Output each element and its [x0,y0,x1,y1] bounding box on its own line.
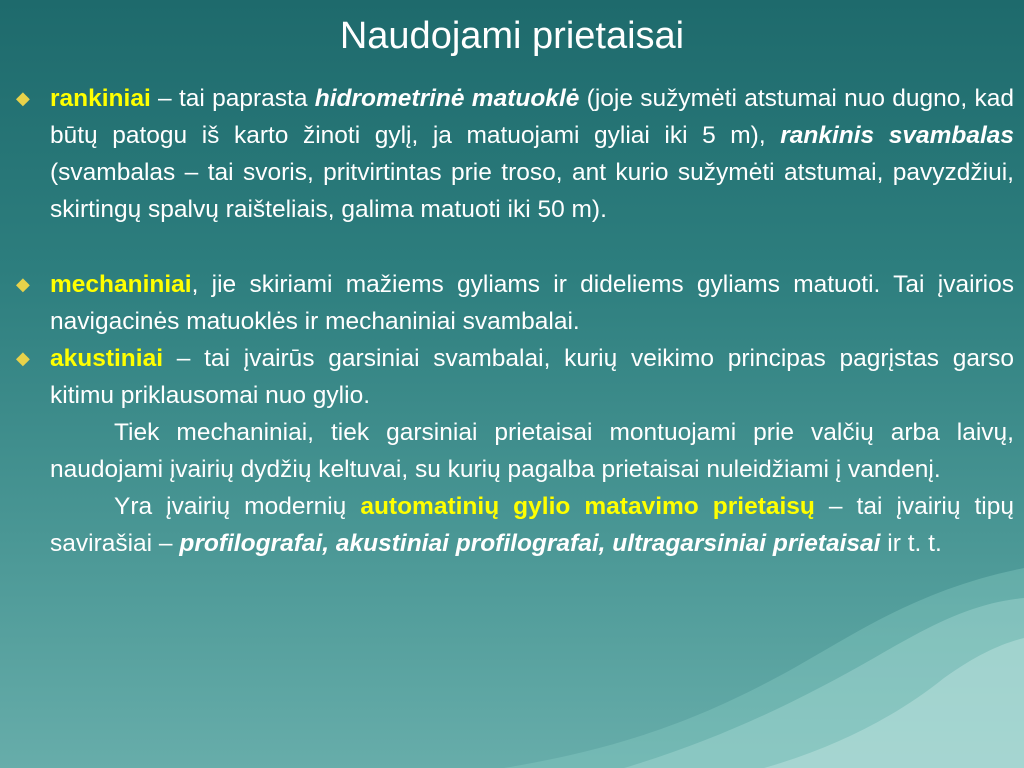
paragraph-montavimas [14,414,1014,488]
bullet-mechaniniai [14,266,1014,340]
paragraph-modernus [14,488,1014,562]
term-akustiniai: akustiniai [50,345,164,372]
text: Yra įvairių modernių [114,493,361,520]
text: (joje sužymėti atstumai nuo dugno, kad būtų patogu iš karto žinoti gylį, ja matuojami gyliai iki 5 m), [50,85,1014,149]
bullet-akustiniai [14,340,1014,414]
term-hidrometrine-matuokle: hidrometrinė matuoklė [314,85,580,112]
text: , jie skiriami mažiems gyliams ir dideliems gyliams matuoti. Tai įvairios navigacinės matuoklės ir mechaniniai svambalai. [50,271,1014,335]
diamond-bullet-icon: ◆ [16,88,30,108]
text: – tai įvairūs garsiniai svambalai, kurių veikimo principas pagrįstas garso kitimu priklausomai nuo gylio. [50,345,1014,409]
term-mechaniniai: mechaniniai [50,271,192,298]
term-profilografai: profilografai, akustiniai profilografai, ultragarsiniai prietaisai [179,530,881,557]
text: (svambalas – tai svoris, pritvirtintas prie troso, ant kurio sužymėti atstumai, pavyzdžiui, skirtingų spalvų raišteliais, galima matuoti iki 50 m). [50,159,1014,223]
term-rankiniai: rankiniai [50,85,151,112]
text: Tiek mechaniniai, tiek garsiniai prietaisai montuojami prie valčių arba laivų, naudojami įvairių dydžių keltuvai, su kurių pagalba prietaisai nuleidžiami į vandenį. [50,419,1014,483]
text: – tai įvairių tipų savirašiai – [50,493,1014,557]
diamond-bullet-icon: ◆ [16,348,30,368]
slide-title: Naudojami prietaisai [339,15,685,57]
term-rankinis-svambalas: rankinis svambalas [780,122,1015,149]
text: ir t. t. [880,530,942,557]
text: – tai paprasta [150,85,315,112]
diamond-bullet-icon: ◆ [16,274,30,294]
bullet-rankiniai [14,80,1014,228]
wave-decoration [504,548,1024,768]
slide-body [14,80,1014,562]
term-automatiniai-prietaisai: automatinių gylio matavimo prietaisų [360,493,815,520]
